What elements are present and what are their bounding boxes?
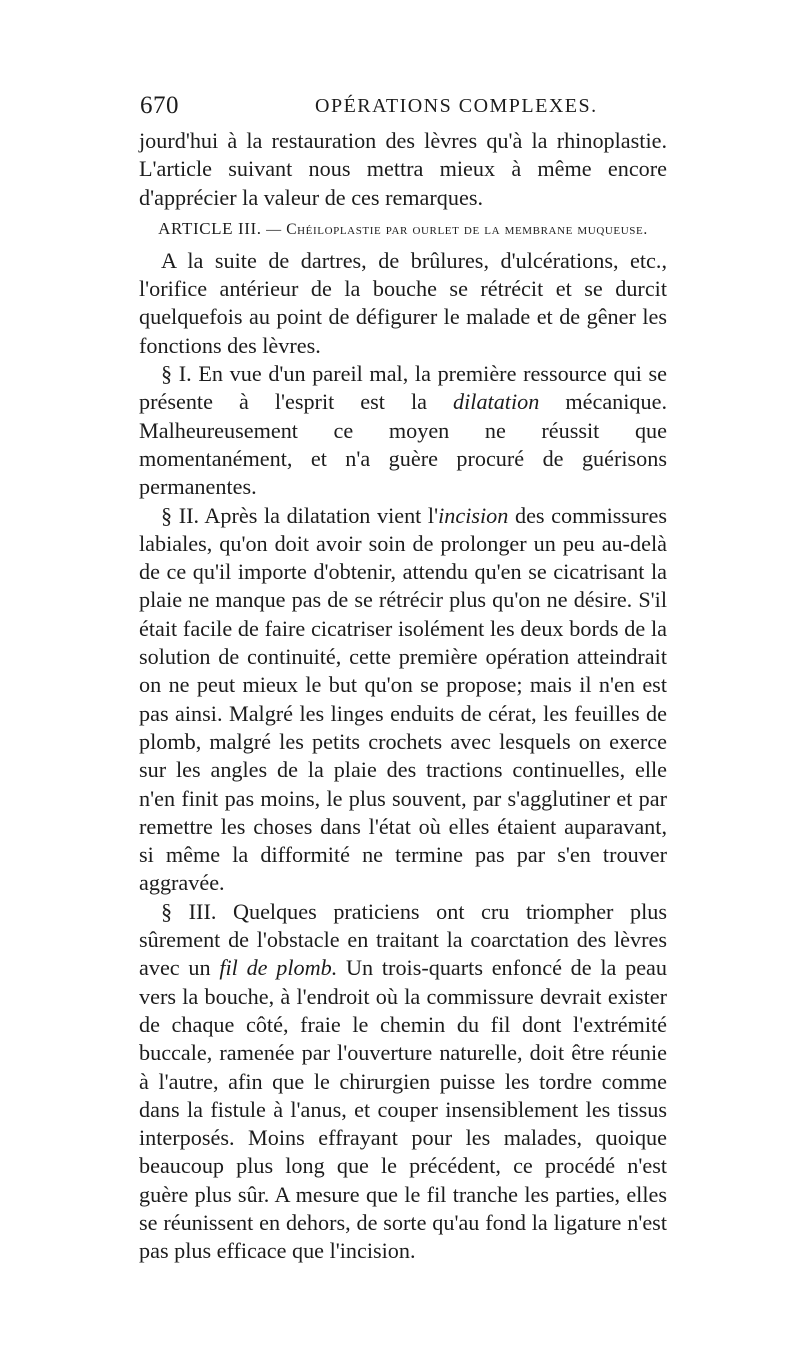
section-2-paragraph — [139, 502, 667, 898]
section-2-text-before: Après la dilatation vient l' — [204, 502, 439, 528]
section-3-paragraph — [139, 898, 667, 1266]
page-body — [139, 127, 667, 1266]
section-2-marker: § II. — [161, 502, 200, 528]
section-3-text-after: Un trois-quarts enfoncé de la peau vers la bouche, à l'endroit où la commissure devrait exister de chaque côté, fraie le chemin du fil dont l'extrémité buccale, ramenée par l'ouverture naturelle, doit être réunie à l'autre, afin que le chirurgien puisse les tordre comme dans la fistule à l'anus, et couper insensiblement les tissus interposés. Moins effrayant pour les malades, quoique beaucoup plus long que le précédent, ce procédé n'est guère plus sûr. A mesure que le fil tranche les parties, elles se réunissent en dehors, de sorte qu'au fond la ligature n'est pas plus efficace que l'incision. — [139, 955, 667, 1264]
running-head: OPÉRATIONS COMPLEXES. — [315, 95, 598, 117]
section-2-italic: incision — [438, 502, 509, 528]
section-3-text-before: Quelques praticiens ont cru triompher plus sûrement de l'obstacle en traitant la coarctation des lèvres avec un — [139, 898, 667, 981]
section-1-marker: § I. — [161, 361, 192, 387]
article-label: ARTICLE III. — [158, 218, 262, 238]
section-3-italic: fil de plomb. — [219, 955, 338, 981]
article-dash: — — [266, 221, 282, 238]
section-2-text-after: des commissures labiales, qu'on doit avoir soin de prolonger un peu au-delà de ce qu'il importe d'obtenir, attendu qu'en se cicatrisant la plaie ne manque pas de se rétrécir plus qu'on ne désire. S'il était facile de faire cicatriser isolément les deux bords de la solution de continuité, cette première opération atteindrait on ne peut mieux le but qu'on se propose; mais il n'en est pas ainsi. Malgré les linges enduits de cérat, les feuilles de plomb, malgré les petits crochets avec lesquels on exerce sur les angles de la plaie des tractions continuelles, elle n'en finit pas moins, le plus souvent, par s'agglutiner et par remettre les choses dans l'état où elles étaient auparavant, si même la difformité ne termine pas par s'en trouver aggravée. — [139, 502, 668, 896]
intro-paragraph: jourd'hui à la restauration des lèvres qu'à la rhinoplastie. L'article suivant nous mettra mieux à même encore d'apprécier la valeur de ces remarques. — [139, 128, 667, 210]
paragraph-1: A la suite de dartres, de brûlures, d'ulcérations, etc., l'orifice antérieur de la bouche se rétrécit et se durcit quelquefois au point de défigurer le malade et de gêner les fonctions des lèvres. — [139, 247, 667, 358]
section-1-text-before: En vue d'un pareil mal, la première ressource qui se présente à l'esprit est la — [139, 361, 667, 415]
section-1-text-after: mécanique. Malheureusement ce moyen ne réussit que momentanément, et n'a guère procuré de guérisons permanentes. — [139, 389, 668, 500]
article-heading — [139, 218, 667, 241]
section-1-paragraph — [139, 360, 667, 501]
section-1-italic: dilatation — [453, 389, 540, 415]
page-header — [140, 92, 660, 124]
section-3-marker: § III. — [161, 898, 217, 924]
article-title: Chéiloplastie par ourlet de la membrane muqueuse. — [286, 220, 648, 238]
page-number: 670 — [140, 92, 179, 119]
